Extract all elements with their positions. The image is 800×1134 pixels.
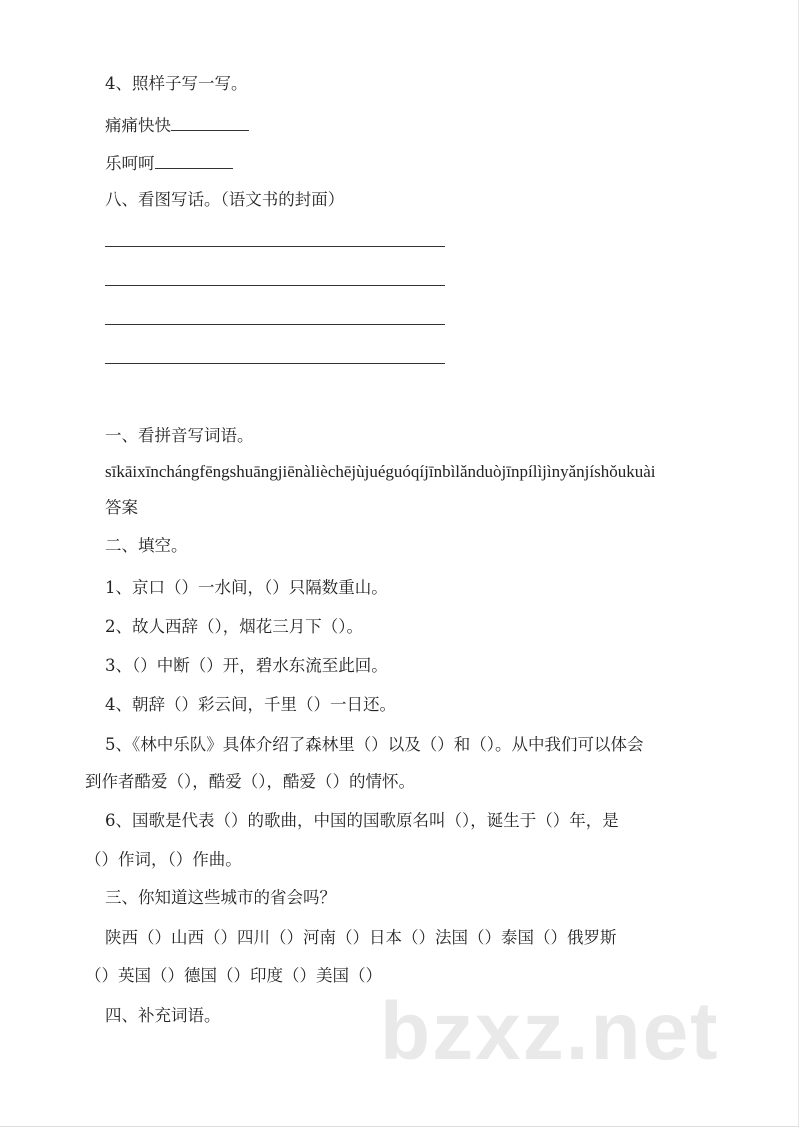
fill-item: 6、国歌是代表（）的歌曲，中国的国歌原名叫（），诞生于（）年，是 bbox=[105, 811, 619, 830]
fill-item-continued: 到作者酷爱（），酷爱（），酷爱（）的情怀。 bbox=[85, 772, 415, 791]
writing-line bbox=[105, 363, 445, 364]
watermark: bzxz.net bbox=[380, 986, 720, 1077]
example-1-text: 痛痛快快 bbox=[105, 116, 171, 135]
pinyin-line: sīkāixīnchángfēngshuāngjiēnàlièchējùjuéguóqíjīnbìlǎnduòjīnpílìjìnyǎnjíshǒukuài bbox=[105, 462, 656, 481]
cities-line-2: （）英国（）德国（）印度（）美国（） bbox=[85, 966, 382, 985]
writing-line bbox=[105, 285, 445, 286]
fill-item: 2、故人西辞（），烟花三月下（）。 bbox=[105, 617, 363, 636]
fill-item: 5、《林中乐队》具体介绍了森林里（）以及（）和（）。从中我们可以体会 bbox=[105, 735, 644, 754]
section-3-title: 三、你知道这些城市的省会吗？ bbox=[105, 888, 336, 907]
section-2-title: 二、填空。 bbox=[105, 536, 188, 555]
example-2 bbox=[105, 152, 233, 174]
example-1 bbox=[105, 114, 249, 136]
fill-item: 4、朝辞（）彩云间，千里（）一日还。 bbox=[105, 695, 396, 714]
example-2-text: 乐呵呵 bbox=[105, 154, 155, 173]
fill-item-continued: （）作词，（）作曲。 bbox=[85, 850, 242, 869]
fill-item: 3、（）中断（）开，碧水东流至此回。 bbox=[105, 656, 388, 675]
writing-line bbox=[105, 324, 445, 325]
section-1-title: 一、看拼音写词语。 bbox=[105, 426, 254, 445]
answer-heading: 答案 bbox=[105, 498, 138, 517]
question-8-title: 八、看图写话。（语文书的封面） bbox=[105, 190, 345, 209]
cities-line-1: 陕西（）山西（）四川（）河南（）日本（）法国（）泰国（）俄罗斯 bbox=[105, 928, 617, 947]
section-4-title: 四、补充词语。 bbox=[105, 1006, 221, 1025]
fill-item: 1、京口（）一水间，（）只隔数重山。 bbox=[105, 578, 388, 597]
question-4-title: 4、照样子写一写。 bbox=[105, 74, 248, 93]
answer-blank bbox=[171, 114, 249, 131]
answer-blank bbox=[155, 152, 233, 169]
writing-line bbox=[105, 246, 445, 247]
